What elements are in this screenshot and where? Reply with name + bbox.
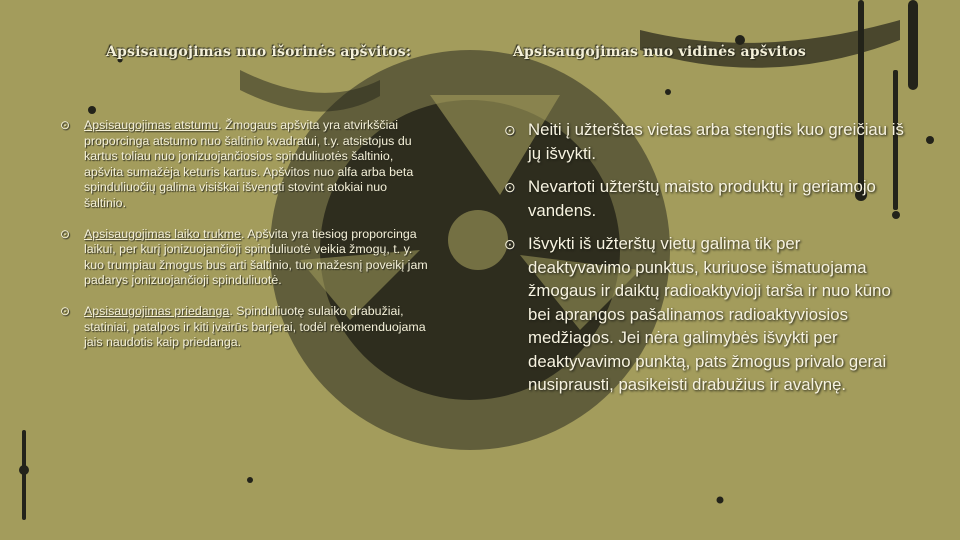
list-item bbox=[504, 232, 906, 397]
item-text: . Spinduliuotę sulaiko drabužiai, statiniai, patalpos ir kiti įvairūs barjerai, todėl rekomenduojama jais naudotis kaip priedanga. bbox=[84, 303, 426, 350]
item-lead: Apsisaugojimas laiko trukme bbox=[84, 226, 242, 241]
internal-protection-list bbox=[504, 118, 906, 407]
list-item bbox=[504, 118, 906, 165]
item-text: . Žmogaus apšvita yra atvirkščiai proporcinga atstumo nuo šaltinio kvadratui, t.y. atsistojus du kartus toliau nuo jonizuojančiosios spinduliuotės šaltinio, apšvita sumažėja keturis kartus. Apšvitos nuo alfa arba beta spinduliuočių galima visiškai išvengti stovint atokiai nuo šaltinio. bbox=[84, 118, 414, 210]
clock-bullet-icon: ⊙ bbox=[504, 179, 516, 195]
clock-bullet-icon: ⊙ bbox=[60, 226, 71, 241]
clock-bullet-icon: ⊙ bbox=[504, 122, 516, 138]
item-text: Nevartoti užterštų maisto produktų ir geriamojo vandens. bbox=[528, 177, 876, 220]
list-item bbox=[60, 304, 432, 351]
list-item bbox=[60, 118, 432, 212]
right-heading: Apsisaugojimas nuo vidinės apšvitos bbox=[513, 44, 806, 60]
item-lead: Apsisaugojimas atstumu bbox=[84, 118, 219, 132]
item-text: Neiti į užterštas vietas arba stengtis kuo greičiau iš jų išvykti. bbox=[528, 120, 904, 163]
item-text: . Apšvita yra tiesiog proporcinga laikui, per kurį jonizuojančioji spinduliuotė veikia žmogų, t. y. kuo trumpiau žmogus bus arti šaltinio, tuo mažesnį poveikį jam padarys jonizuojančioji spinduliuotė. bbox=[84, 226, 428, 288]
list-item bbox=[504, 175, 906, 222]
external-protection-list bbox=[60, 118, 432, 366]
clock-bullet-icon: ⊙ bbox=[60, 118, 71, 132]
item-text: Išvykti iš užterštų vietų galima tik per deaktyvavimo punktus, kuriuose išmatuojama žmogaus ir daiktų radioaktyvioji tarša ir nuo kūno bei aprangos pašalinamos radioaktyviosios medžiagos. Jei nėra galimybės išvykti per deaktyvavimo punktą, pats žmogus privalo gerai nusiprausti, pasikeisti drabužius ir avalynę. bbox=[528, 234, 891, 394]
clock-bullet-icon: ⊙ bbox=[60, 303, 71, 318]
left-heading: Apsisaugojimas nuo išorinės apšvitos: bbox=[106, 44, 412, 60]
list-item bbox=[60, 227, 432, 289]
clock-bullet-icon: ⊙ bbox=[504, 236, 516, 252]
item-lead: Apsisaugojimas priedanga bbox=[84, 303, 230, 318]
